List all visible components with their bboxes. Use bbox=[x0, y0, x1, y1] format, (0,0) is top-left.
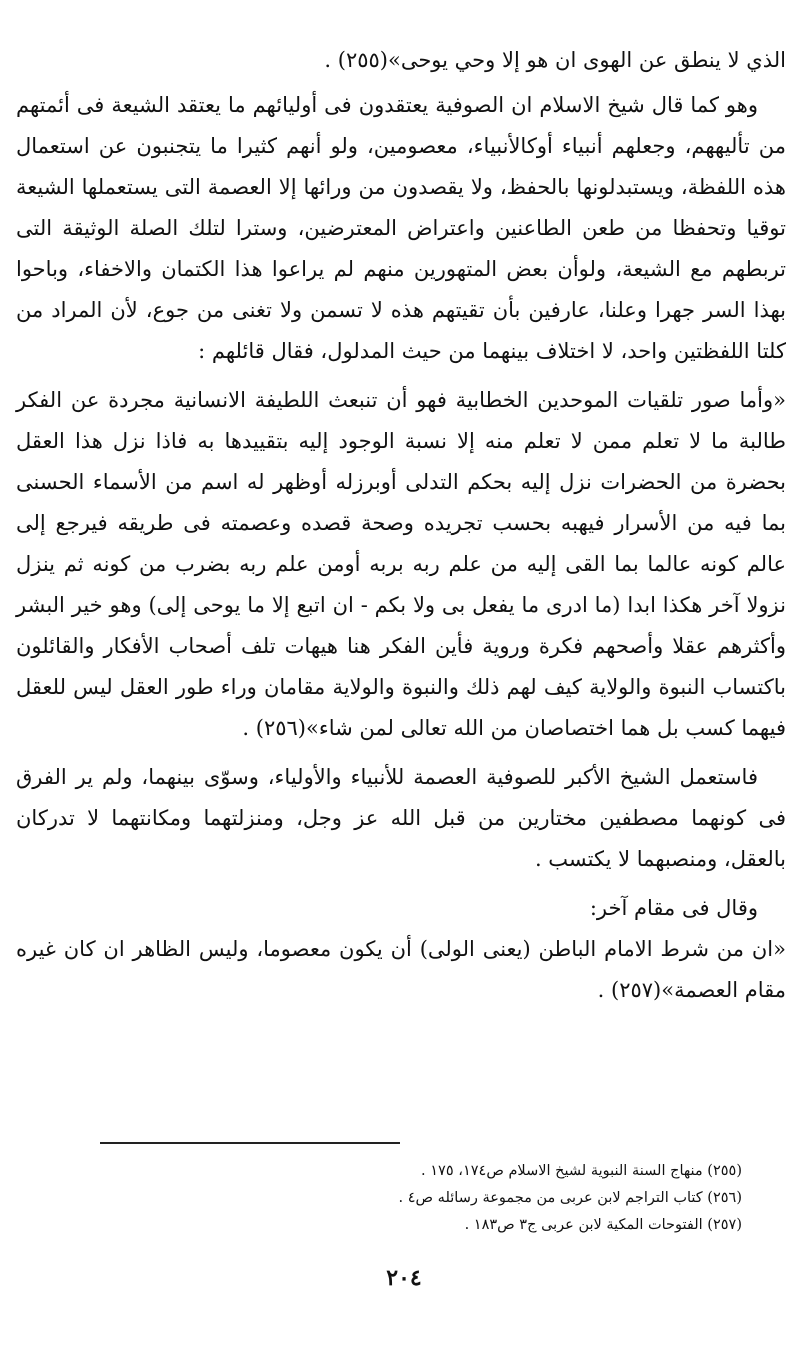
footnote-256: (٢٥٦) كتاب التراجم لابن عربى من مجموعة رسائله ص٤ . bbox=[398, 1190, 742, 1206]
footnotes bbox=[242, 1158, 742, 1239]
footnote-divider bbox=[100, 1142, 400, 1144]
paragraph-4: فاستعمل الشيخ الأكبر للصوفية العصمة للأنبياء والأولياء، وسوّى بينهما، ولم ير الفرق فى كونهما مصطفين مختارين من قبل الله عز وجل، ومنزلتهما ومكانتهما لا تدركان بالعقل، ومنصبهما لا يكتسب . bbox=[16, 765, 786, 871]
main-text bbox=[16, 40, 786, 1011]
paragraph-5: وقال فى مقام آخر: bbox=[589, 896, 758, 920]
paragraph-1: الذي لا ينطق عن الهوى ان هو إلا وحي يوحى»(٢٥٥) . bbox=[324, 48, 786, 72]
footnote-255: (٢٥٥) منهاج السنة النبوية لشيخ الاسلام ص١٧٤، ١٧٥ . bbox=[421, 1163, 742, 1179]
quote-paragraph-1: «وأما صور تلقيات الموحدين الخطابية فهو أن تنبعث اللطيفة الانسانية مجردة عن الفكر طالبة ما لا تعلم ممن لا تعلم منه إلا نسبة الوجود إليه بتقييدها به فاذا نزل هذا العقل بحضرة من الحضرات نزل إليه بحكم التدلى أوبرزله أوظهر له اسم من الأسماء الحسنى بما فيه من الأسرار فيهبه بحسب تجريده وصحة قصده وعصمته فى طريقه فيرجع إلى عالم كونه عالما بما القى إليه من علم ربه بربه أومن علم ربه بضرب من كونه ثم ينزل نزولا آخر هكذا ابدا (ما ادرى ما يفعل بى ولا بكم - ان اتبع إلا ما يوحى إلى) وهو خير البشر وأكثرهم عقلا وأصحهم فكرة وروية فأين الفكر هنا هيهات تلف أصحاب الأفكار والقائلون باكتساب النبوة والولاية كيف لهم ذلك والنبوة والولاية مقامان وراء طور العقل ليس للعقل فيهما كسب بل هما اختصاصان من الله تعالى لمن شاء»(٢٥٦) . bbox=[16, 388, 787, 740]
footnote-257: (٢٥٧) الفتوحات المكية لابن عربى ج٣ ص١٨٣ . bbox=[464, 1217, 742, 1233]
page-number: ٢٠٤ bbox=[386, 1265, 422, 1291]
paragraph-2: وهو كما قال شيخ الاسلام ان الصوفية يعتقدون فى أوليائهم ما يعتقد الشيعة فى أئمتهم من تأليههم، وجعلهم أنبياء أوكالأنبياء، معصومين، ولو أنهم كثيرا ما يتجنبون عن استعمال هذه اللفظة، ويستبدلونها بالحفظ، ولا يقصدون من ورائها إلا العصمة التى يستعملها الشيعة توقيا وتحفظا من طعن الطاعنين واعتراض المعترضين، وسترا لتلك الصلة الوثيقة التى تربطهم مع الشيعة، ولوأن بعض المتهورين منهم لم يراعوا هذا الكتمان والاخفاء، وباحوا بهذا السر جهرا وعلنا، عارفين بأن تقيتهم هذه لا تسمن ولا تغنى من جوع، لأن المراد من كلتا اللفظتين واحد، لا اختلاف بينهما من حيث المدلول، فقال قائلهم : bbox=[16, 93, 786, 363]
quote-paragraph-2: «ان من شرط الامام الباطن (يعنى الولى) أن يكون معصوما، وليس الظاهر ان كان غيره مقام العصمة»(٢٥٧) . bbox=[16, 937, 786, 1002]
